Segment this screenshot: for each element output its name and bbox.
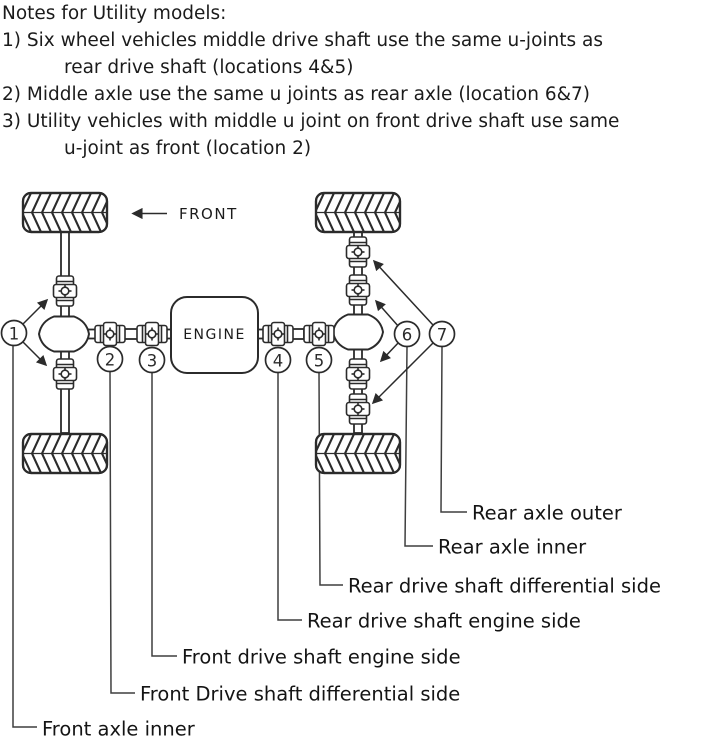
rear-differential xyxy=(333,315,383,350)
tire-rear-left xyxy=(315,193,404,232)
callout-number-1: 1 xyxy=(8,324,20,344)
note-line-3b: u-joint as front (location 2) xyxy=(64,138,312,159)
u-joint-icon-3 xyxy=(137,323,167,346)
front-shaft-coupler xyxy=(124,329,138,339)
note-line-3: 3) Utility vehicles with middle u joint on front drive shaft use same xyxy=(2,111,620,132)
part-label-rear-axle-inner: Rear axle inner xyxy=(438,535,587,559)
callout-circle-6 xyxy=(395,322,420,347)
arrow-6-lower xyxy=(381,341,400,361)
callout-circle-4 xyxy=(266,348,291,373)
tire-front-right xyxy=(22,434,111,473)
front-differential xyxy=(39,317,89,352)
notes-title: Notes for Utility models: xyxy=(2,3,227,24)
leader-line-7 xyxy=(441,347,467,512)
engine-label: ENGINE xyxy=(183,327,246,343)
callout-number-7: 7 xyxy=(436,325,448,345)
callout-number-6: 6 xyxy=(401,325,413,345)
leader-line-1 xyxy=(13,346,37,727)
callout-number-4: 4 xyxy=(272,351,284,371)
arrow-7-upper xyxy=(374,261,433,325)
leader-line-2 xyxy=(110,371,135,693)
leader-line-4 xyxy=(278,372,302,620)
part-label-rear-drive-shaft-differential-side: Rear drive shaft differential side xyxy=(348,574,661,598)
note-line-1: 1) Six wheel vehicles middle drive shaft use the same u-joints as xyxy=(2,30,603,51)
note-line-1b: rear drive shaft (locations 4&5) xyxy=(64,57,354,78)
callout-circle-5 xyxy=(307,348,332,373)
u-joint-icon-5 xyxy=(304,323,334,346)
part-label-front-drive-shaft-differential-side: Front Drive shaft differential side xyxy=(140,682,461,706)
leader-line-5 xyxy=(319,372,343,585)
callout-circle-2 xyxy=(98,347,123,372)
u-joint-icon-2 xyxy=(95,323,125,346)
arrow-7-lower xyxy=(373,343,433,403)
tire-front-left xyxy=(22,193,111,232)
callout-circle-7 xyxy=(430,322,455,347)
u-joint-icon-4 xyxy=(263,323,293,346)
u-joint-icon-rear-axle-outer-top xyxy=(347,237,370,267)
callout-number-3: 3 xyxy=(146,351,158,371)
callout-number-2: 2 xyxy=(104,350,116,370)
engine-box xyxy=(171,297,258,373)
arrow-1-lower xyxy=(23,342,46,365)
callout-circle-1 xyxy=(2,321,27,346)
part-label-rear-drive-shaft-engine-side: Rear drive shaft engine side xyxy=(307,609,581,633)
callout-circle-3 xyxy=(140,348,165,373)
u-joint-icon-rear-axle-inner-bottom xyxy=(347,359,370,389)
part-label-rear-axle-outer: Rear axle outer xyxy=(472,501,622,525)
leader-lines xyxy=(13,346,467,727)
front-label: FRONT xyxy=(179,205,238,223)
front-direction xyxy=(133,205,238,223)
u-joint-icon-front-axle-upper xyxy=(54,276,77,306)
part-labels xyxy=(42,502,661,740)
part-label-front-drive-shaft-engine-side: Front drive shaft engine side xyxy=(182,645,461,669)
u-joint-icon-front-axle-lower xyxy=(54,359,77,389)
leader-line-6 xyxy=(405,347,433,546)
u-joint-icon-rear-axle-inner-top xyxy=(347,275,370,305)
leader-line-3 xyxy=(152,372,177,656)
arrow-1-upper xyxy=(23,300,47,324)
note-line-2: 2) Middle axle use the same u joints as rear axle (location 6&7) xyxy=(2,84,591,105)
u-joint-icon-rear-axle-outer-bottom xyxy=(347,394,370,424)
tire-rear-right xyxy=(315,434,404,473)
part-label-front-axle-inner: Front axle inner xyxy=(42,717,195,740)
callout-number-5: 5 xyxy=(313,351,325,371)
